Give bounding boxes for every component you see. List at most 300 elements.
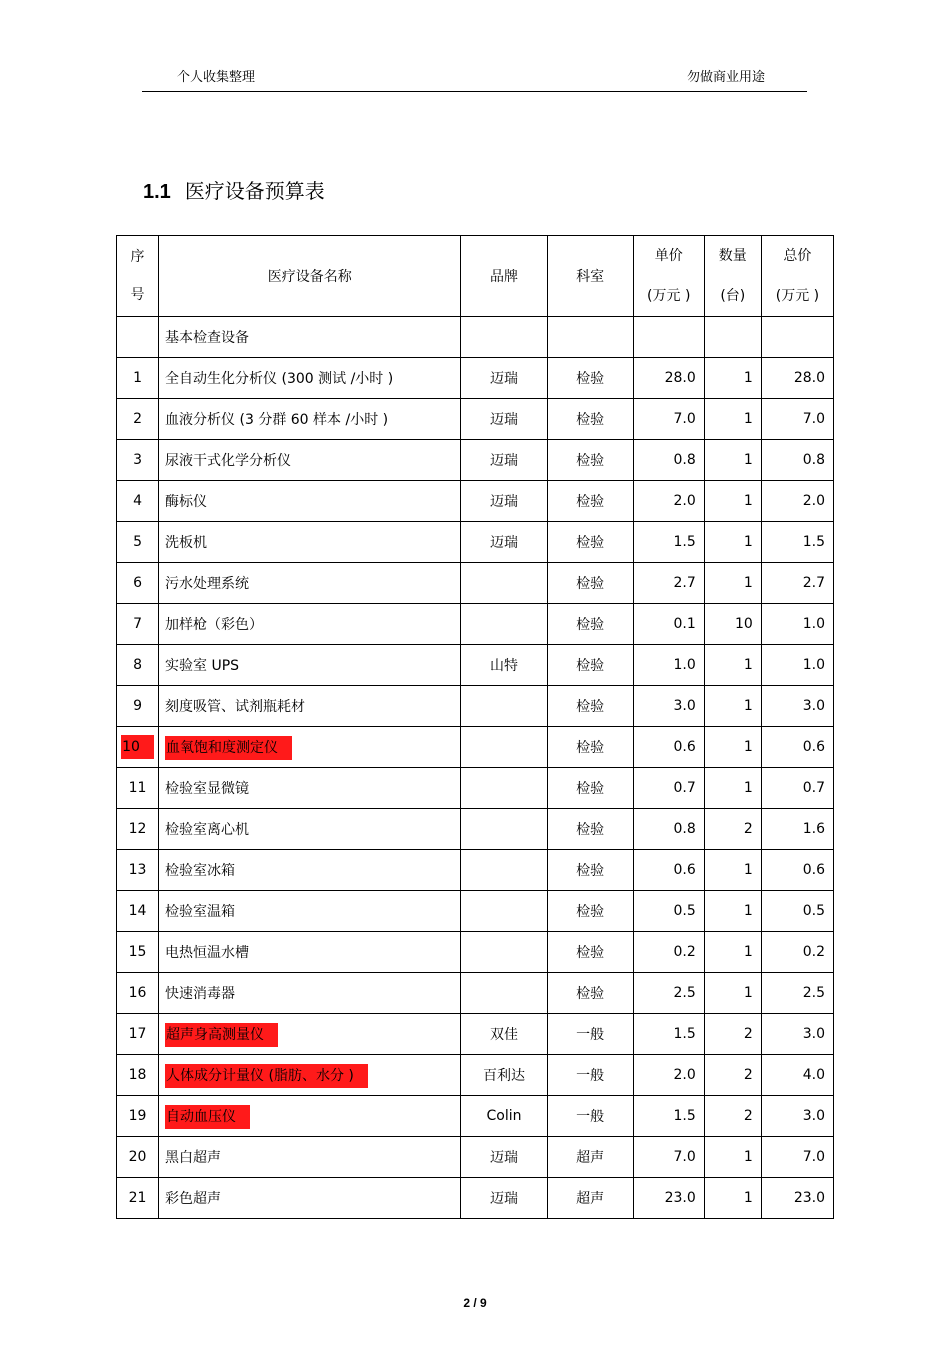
row-qty-text: 1 bbox=[743, 1190, 753, 1206]
row-no-cell bbox=[117, 1178, 159, 1219]
row-total-text: 0.7 bbox=[802, 780, 825, 796]
row-no-cell bbox=[117, 1014, 159, 1055]
row-name-cell bbox=[159, 604, 461, 645]
row-total-text: 23.0 bbox=[793, 1190, 825, 1206]
row-name-text: 电热恒温水槽 bbox=[165, 945, 250, 961]
table-row bbox=[117, 481, 834, 522]
row-total-text: 3.0 bbox=[802, 1026, 825, 1042]
row-qty-text: 1 bbox=[743, 370, 753, 386]
row-qty-text: 2 bbox=[743, 1026, 753, 1042]
row-qty-text: 1 bbox=[743, 944, 753, 960]
row-dept-text: 检验 bbox=[576, 781, 605, 797]
row-dept-text: 检验 bbox=[576, 822, 605, 838]
row-total-cell bbox=[761, 1096, 833, 1137]
row-name-cell bbox=[159, 932, 461, 973]
row-no-text: 16 bbox=[128, 985, 147, 1001]
row-total-text: 28.0 bbox=[793, 370, 825, 386]
row-price-text: 1.0 bbox=[673, 657, 696, 673]
row-no-text: 13 bbox=[128, 862, 147, 878]
table-row bbox=[117, 563, 834, 604]
row-brand-cell bbox=[461, 522, 547, 563]
row-qty-text: 2 bbox=[743, 821, 753, 837]
row-dept-cell bbox=[547, 932, 633, 973]
row-no-cell bbox=[117, 973, 159, 1014]
row-price-text: 1.5 bbox=[673, 534, 696, 550]
row-name-text: 全自动生化分析仪 (300 测试 /小时 ) bbox=[165, 371, 394, 387]
row-name-text: 检验室离心机 bbox=[165, 822, 250, 838]
row-price-text: 0.5 bbox=[673, 903, 696, 919]
row-name-text: 检验室冰箱 bbox=[165, 863, 236, 879]
row-name-text: 血液分析仪 (3 分群 60 样本 /小时 ) bbox=[165, 412, 389, 428]
row-qty-cell bbox=[704, 563, 761, 604]
row-qty-text: 1 bbox=[743, 1149, 753, 1165]
row-name-text: 检验室显微镜 bbox=[165, 781, 250, 797]
row-dept-text: 检验 bbox=[576, 535, 605, 551]
row-price-cell bbox=[633, 522, 704, 563]
table-header-row bbox=[117, 236, 834, 317]
row-price-cell bbox=[633, 399, 704, 440]
row-qty-cell bbox=[704, 727, 761, 768]
row-total-cell bbox=[761, 440, 833, 481]
row-qty-cell bbox=[704, 604, 761, 645]
row-total-cell bbox=[761, 973, 833, 1014]
row-dept-text: 超声 bbox=[576, 1191, 605, 1207]
row-name-cell bbox=[159, 1014, 461, 1055]
category-row bbox=[117, 317, 834, 358]
row-qty-text: 1 bbox=[743, 985, 753, 1001]
row-no-text: 14 bbox=[128, 903, 147, 919]
row-brand-text: 百利达 bbox=[483, 1068, 525, 1084]
row-name-text: 洗板机 bbox=[165, 535, 208, 551]
row-price-cell bbox=[633, 440, 704, 481]
row-name-cell bbox=[159, 1178, 461, 1219]
row-name-text: 人体成分计量仪 (脂肪、水分 ) bbox=[165, 1064, 368, 1088]
row-brand-cell bbox=[461, 481, 547, 522]
row-dept-text: 一般 bbox=[576, 1109, 605, 1125]
row-no-cell bbox=[117, 809, 159, 850]
row-dept-text: 检验 bbox=[576, 740, 605, 756]
row-name-text: 自动血压仪 bbox=[165, 1105, 250, 1129]
table-row bbox=[117, 686, 834, 727]
row-total-text: 4.0 bbox=[802, 1067, 825, 1083]
row-name-cell bbox=[159, 891, 461, 932]
row-name-cell bbox=[159, 686, 461, 727]
row-no-cell bbox=[117, 1137, 159, 1178]
table-row bbox=[117, 809, 834, 850]
row-total-text: 7.0 bbox=[802, 411, 825, 427]
row-dept-cell bbox=[547, 1096, 633, 1137]
col-header-name: 医疗设备名称 bbox=[159, 236, 461, 317]
row-dept-text: 检验 bbox=[576, 576, 605, 592]
row-total-cell bbox=[761, 399, 833, 440]
row-total-cell bbox=[761, 850, 833, 891]
row-qty-cell bbox=[704, 481, 761, 522]
row-qty-text: 1 bbox=[743, 862, 753, 878]
row-name-cell bbox=[159, 1055, 461, 1096]
row-total-cell bbox=[761, 604, 833, 645]
row-brand-cell bbox=[461, 440, 547, 481]
row-brand-cell bbox=[461, 1137, 547, 1178]
row-dept-text: 一般 bbox=[576, 1027, 605, 1043]
row-price-text: 2.5 bbox=[673, 985, 696, 1001]
row-total-text: 0.2 bbox=[802, 944, 825, 960]
row-name-cell bbox=[159, 809, 461, 850]
row-dept-cell bbox=[547, 522, 633, 563]
table-row bbox=[117, 973, 834, 1014]
row-price-cell bbox=[633, 686, 704, 727]
row-brand-text: 山特 bbox=[490, 658, 518, 674]
row-price-cell bbox=[633, 481, 704, 522]
table-row bbox=[117, 850, 834, 891]
header-left-text: 个人收集整理 bbox=[177, 70, 256, 85]
row-price-cell bbox=[633, 1137, 704, 1178]
row-total-cell bbox=[761, 1055, 833, 1096]
row-price-text: 0.1 bbox=[673, 616, 696, 632]
row-qty-text: 1 bbox=[743, 698, 753, 714]
row-dept-cell bbox=[547, 891, 633, 932]
row-qty-cell bbox=[704, 1137, 761, 1178]
row-name-text: 污水处理系统 bbox=[165, 576, 250, 592]
row-name-text: 酶标仪 bbox=[165, 494, 208, 510]
row-price-text: 7.0 bbox=[673, 1149, 696, 1165]
row-brand-text: Colin bbox=[486, 1108, 522, 1124]
row-dept-cell bbox=[547, 604, 633, 645]
row-name-text: 血氧饱和度测定仪 bbox=[165, 736, 292, 760]
row-qty-text: 2 bbox=[743, 1108, 753, 1124]
row-qty-cell bbox=[704, 358, 761, 399]
row-total-cell bbox=[761, 727, 833, 768]
row-price-text: 0.8 bbox=[673, 821, 696, 837]
table-row bbox=[117, 358, 834, 399]
row-qty-text: 1 bbox=[743, 452, 753, 468]
table-row bbox=[117, 932, 834, 973]
row-price-text: 0.6 bbox=[673, 739, 696, 755]
section-title bbox=[143, 175, 325, 204]
row-no-cell bbox=[117, 891, 159, 932]
row-dept-text: 一般 bbox=[576, 1068, 605, 1084]
row-brand-cell bbox=[461, 1178, 547, 1219]
row-price-text: 0.7 bbox=[673, 780, 696, 796]
row-no-text: 21 bbox=[128, 1190, 147, 1206]
row-no-cell bbox=[117, 1096, 159, 1137]
row-no-text: 6 bbox=[133, 575, 142, 591]
col-header-seq: 序 号 bbox=[117, 236, 159, 317]
row-brand-cell bbox=[461, 727, 547, 768]
row-brand-text: 迈瑞 bbox=[490, 1191, 518, 1207]
row-total-cell bbox=[761, 891, 833, 932]
category-seq-cell bbox=[117, 317, 159, 358]
row-dept-cell bbox=[547, 645, 633, 686]
row-total-cell bbox=[761, 522, 833, 563]
table-row bbox=[117, 522, 834, 563]
row-total-text: 1.0 bbox=[802, 616, 825, 632]
row-dept-cell bbox=[547, 1014, 633, 1055]
section-title-text: 医疗设备预算表 bbox=[184, 179, 325, 203]
header-rule bbox=[142, 91, 807, 92]
row-no-text: 11 bbox=[128, 780, 147, 796]
row-qty-cell bbox=[704, 399, 761, 440]
row-price-cell bbox=[633, 809, 704, 850]
row-dept-cell bbox=[547, 809, 633, 850]
row-dept-text: 检验 bbox=[576, 699, 605, 715]
row-price-text: 2.7 bbox=[673, 575, 696, 591]
row-price-cell bbox=[633, 932, 704, 973]
row-no-text: 7 bbox=[133, 616, 142, 632]
row-qty-cell bbox=[704, 1055, 761, 1096]
row-brand-cell bbox=[461, 850, 547, 891]
row-name-cell bbox=[159, 440, 461, 481]
row-qty-cell bbox=[704, 768, 761, 809]
row-total-text: 1.0 bbox=[802, 657, 825, 673]
table-row bbox=[117, 1014, 834, 1055]
row-dept-text: 检验 bbox=[576, 658, 605, 674]
row-brand-text: 迈瑞 bbox=[490, 494, 518, 510]
row-total-cell bbox=[761, 1178, 833, 1219]
row-name-cell bbox=[159, 973, 461, 1014]
table-row bbox=[117, 891, 834, 932]
row-name-cell bbox=[159, 399, 461, 440]
row-brand-cell bbox=[461, 399, 547, 440]
row-no-text: 12 bbox=[128, 821, 147, 837]
table-row bbox=[117, 768, 834, 809]
row-total-text: 0.6 bbox=[802, 862, 825, 878]
row-dept-text: 检验 bbox=[576, 494, 605, 510]
row-total-text: 2.5 bbox=[802, 985, 825, 1001]
row-qty-text: 1 bbox=[743, 903, 753, 919]
equipment-budget-table bbox=[116, 235, 834, 1219]
row-price-cell bbox=[633, 727, 704, 768]
section-number: 1.1 bbox=[143, 181, 171, 203]
row-total-cell bbox=[761, 809, 833, 850]
row-total-text: 1.5 bbox=[802, 534, 825, 550]
row-brand-cell bbox=[461, 645, 547, 686]
row-price-cell bbox=[633, 1014, 704, 1055]
row-brand-cell bbox=[461, 891, 547, 932]
row-qty-text: 1 bbox=[743, 575, 753, 591]
row-price-text: 23.0 bbox=[664, 1190, 696, 1206]
row-no-cell bbox=[117, 727, 159, 768]
row-no-cell bbox=[117, 563, 159, 604]
row-qty-cell bbox=[704, 1096, 761, 1137]
row-total-text: 0.6 bbox=[802, 739, 825, 755]
row-price-cell bbox=[633, 1055, 704, 1096]
category-name-cell: 基本检查设备 bbox=[159, 317, 461, 358]
row-price-cell bbox=[633, 850, 704, 891]
row-dept-cell bbox=[547, 1055, 633, 1096]
row-price-cell bbox=[633, 973, 704, 1014]
row-name-text: 彩色超声 bbox=[165, 1191, 222, 1207]
row-brand-cell bbox=[461, 563, 547, 604]
row-name-text: 加样枪（彩色） bbox=[165, 617, 264, 633]
row-name-cell bbox=[159, 522, 461, 563]
row-qty-text: 1 bbox=[743, 411, 753, 427]
row-no-text: 15 bbox=[128, 944, 147, 960]
row-price-cell bbox=[633, 1178, 704, 1219]
row-name-text: 快速消毒器 bbox=[165, 986, 236, 1002]
row-name-text: 黑白超声 bbox=[165, 1150, 222, 1166]
row-qty-cell bbox=[704, 891, 761, 932]
row-price-text: 0.2 bbox=[673, 944, 696, 960]
row-total-cell bbox=[761, 645, 833, 686]
row-total-text: 2.7 bbox=[802, 575, 825, 591]
table-row bbox=[117, 645, 834, 686]
row-no-cell bbox=[117, 768, 159, 809]
row-price-text: 2.0 bbox=[673, 1067, 696, 1083]
row-brand-cell bbox=[461, 768, 547, 809]
row-total-text: 0.5 bbox=[802, 903, 825, 919]
row-price-text: 1.5 bbox=[673, 1026, 696, 1042]
row-brand-cell bbox=[461, 1096, 547, 1137]
row-dept-text: 超声 bbox=[576, 1150, 605, 1166]
row-dept-text: 检验 bbox=[576, 986, 605, 1002]
row-dept-text: 检验 bbox=[576, 863, 605, 879]
row-dept-cell bbox=[547, 686, 633, 727]
row-qty-text: 1 bbox=[743, 657, 753, 673]
row-qty-text: 1 bbox=[743, 493, 753, 509]
row-brand-cell bbox=[461, 604, 547, 645]
row-total-text: 3.0 bbox=[802, 698, 825, 714]
row-no-cell bbox=[117, 440, 159, 481]
col-header-total: 总价 (万元 ) bbox=[761, 236, 833, 317]
row-name-cell bbox=[159, 358, 461, 399]
row-qty-cell bbox=[704, 932, 761, 973]
row-dept-cell bbox=[547, 727, 633, 768]
row-dept-text: 检验 bbox=[576, 412, 605, 428]
row-brand-text: 迈瑞 bbox=[490, 453, 518, 469]
row-dept-cell bbox=[547, 481, 633, 522]
row-dept-cell bbox=[547, 768, 633, 809]
row-brand-cell bbox=[461, 932, 547, 973]
col-header-brand: 品牌 bbox=[461, 236, 547, 317]
row-total-cell bbox=[761, 481, 833, 522]
row-qty-text: 1 bbox=[743, 739, 753, 755]
row-price-cell bbox=[633, 358, 704, 399]
row-name-cell bbox=[159, 768, 461, 809]
row-price-text: 28.0 bbox=[664, 370, 696, 386]
table-row bbox=[117, 727, 834, 768]
row-qty-cell bbox=[704, 973, 761, 1014]
table-row bbox=[117, 440, 834, 481]
row-total-text: 2.0 bbox=[802, 493, 825, 509]
row-total-cell bbox=[761, 563, 833, 604]
row-total-cell bbox=[761, 686, 833, 727]
row-name-cell bbox=[159, 563, 461, 604]
header-right-text: 勿做商业用途 bbox=[687, 70, 766, 85]
row-name-text: 检验室温箱 bbox=[165, 904, 236, 920]
row-qty-cell bbox=[704, 809, 761, 850]
row-total-text: 3.0 bbox=[802, 1108, 825, 1124]
row-no-cell bbox=[117, 399, 159, 440]
row-price-text: 2.0 bbox=[673, 493, 696, 509]
row-no-text: 2 bbox=[133, 411, 142, 427]
row-brand-cell bbox=[461, 1055, 547, 1096]
row-no-text: 5 bbox=[133, 534, 142, 550]
table-row bbox=[117, 1055, 834, 1096]
row-name-text: 刻度吸管、试剂瓶耗材 bbox=[165, 699, 306, 715]
row-qty-text: 2 bbox=[743, 1067, 753, 1083]
row-no-cell bbox=[117, 522, 159, 563]
row-total-cell bbox=[761, 358, 833, 399]
row-dept-text: 检验 bbox=[576, 617, 605, 633]
row-qty-cell bbox=[704, 440, 761, 481]
row-total-text: 1.6 bbox=[802, 821, 825, 837]
row-qty-cell bbox=[704, 1014, 761, 1055]
row-name-cell bbox=[159, 645, 461, 686]
row-qty-text: 10 bbox=[735, 616, 753, 632]
row-dept-cell bbox=[547, 440, 633, 481]
row-no-text: 8 bbox=[133, 657, 142, 673]
row-price-cell bbox=[633, 768, 704, 809]
row-total-text: 7.0 bbox=[802, 1149, 825, 1165]
row-name-cell bbox=[159, 481, 461, 522]
row-price-cell bbox=[633, 1096, 704, 1137]
row-brand-text: 迈瑞 bbox=[490, 371, 518, 387]
table-row bbox=[117, 1178, 834, 1219]
row-brand-cell bbox=[461, 358, 547, 399]
row-price-text: 0.8 bbox=[673, 452, 696, 468]
row-name-cell bbox=[159, 1137, 461, 1178]
row-qty-cell bbox=[704, 522, 761, 563]
row-price-cell bbox=[633, 563, 704, 604]
row-brand-text: 迈瑞 bbox=[490, 535, 518, 551]
row-total-cell bbox=[761, 932, 833, 973]
table-row bbox=[117, 399, 834, 440]
row-price-text: 3.0 bbox=[673, 698, 696, 714]
row-total-cell bbox=[761, 1137, 833, 1178]
row-dept-cell bbox=[547, 563, 633, 604]
col-header-qty: 数量 (台) bbox=[704, 236, 761, 317]
row-price-cell bbox=[633, 604, 704, 645]
row-brand-cell bbox=[461, 686, 547, 727]
table-row bbox=[117, 1096, 834, 1137]
row-total-cell bbox=[761, 768, 833, 809]
row-dept-cell bbox=[547, 1178, 633, 1219]
row-total-cell bbox=[761, 1014, 833, 1055]
row-dept-text: 检验 bbox=[576, 904, 605, 920]
row-qty-cell bbox=[704, 686, 761, 727]
row-qty-text: 1 bbox=[743, 780, 753, 796]
row-price-text: 0.6 bbox=[673, 862, 696, 878]
row-qty-cell bbox=[704, 1178, 761, 1219]
row-name-text: 实验室 UPS bbox=[165, 658, 240, 674]
row-no-text: 18 bbox=[128, 1067, 147, 1083]
col-header-dept: 科室 bbox=[547, 236, 633, 317]
row-name-text: 超声身高测量仪 bbox=[165, 1023, 278, 1047]
col-header-price: 单价 (万元 ) bbox=[633, 236, 704, 317]
row-dept-cell bbox=[547, 399, 633, 440]
row-no-cell bbox=[117, 686, 159, 727]
row-brand-text: 迈瑞 bbox=[490, 412, 518, 428]
row-brand-cell bbox=[461, 809, 547, 850]
row-name-cell bbox=[159, 727, 461, 768]
row-dept-text: 检验 bbox=[576, 453, 605, 469]
row-name-text: 尿液干式化学分析仪 bbox=[165, 453, 292, 469]
row-no-text: 1 bbox=[133, 370, 142, 386]
row-total-text: 0.8 bbox=[802, 452, 825, 468]
row-qty-text: 1 bbox=[743, 534, 753, 550]
table-row bbox=[117, 604, 834, 645]
row-brand-cell bbox=[461, 973, 547, 1014]
row-dept-cell bbox=[547, 358, 633, 399]
row-qty-cell bbox=[704, 645, 761, 686]
row-no-cell bbox=[117, 481, 159, 522]
row-brand-text: 迈瑞 bbox=[490, 1150, 518, 1166]
page-number: 2 / 9 bbox=[463, 1296, 487, 1310]
row-brand-text: 双佳 bbox=[490, 1027, 518, 1043]
row-name-cell bbox=[159, 850, 461, 891]
row-no-text: 20 bbox=[128, 1149, 147, 1165]
row-price-cell bbox=[633, 891, 704, 932]
